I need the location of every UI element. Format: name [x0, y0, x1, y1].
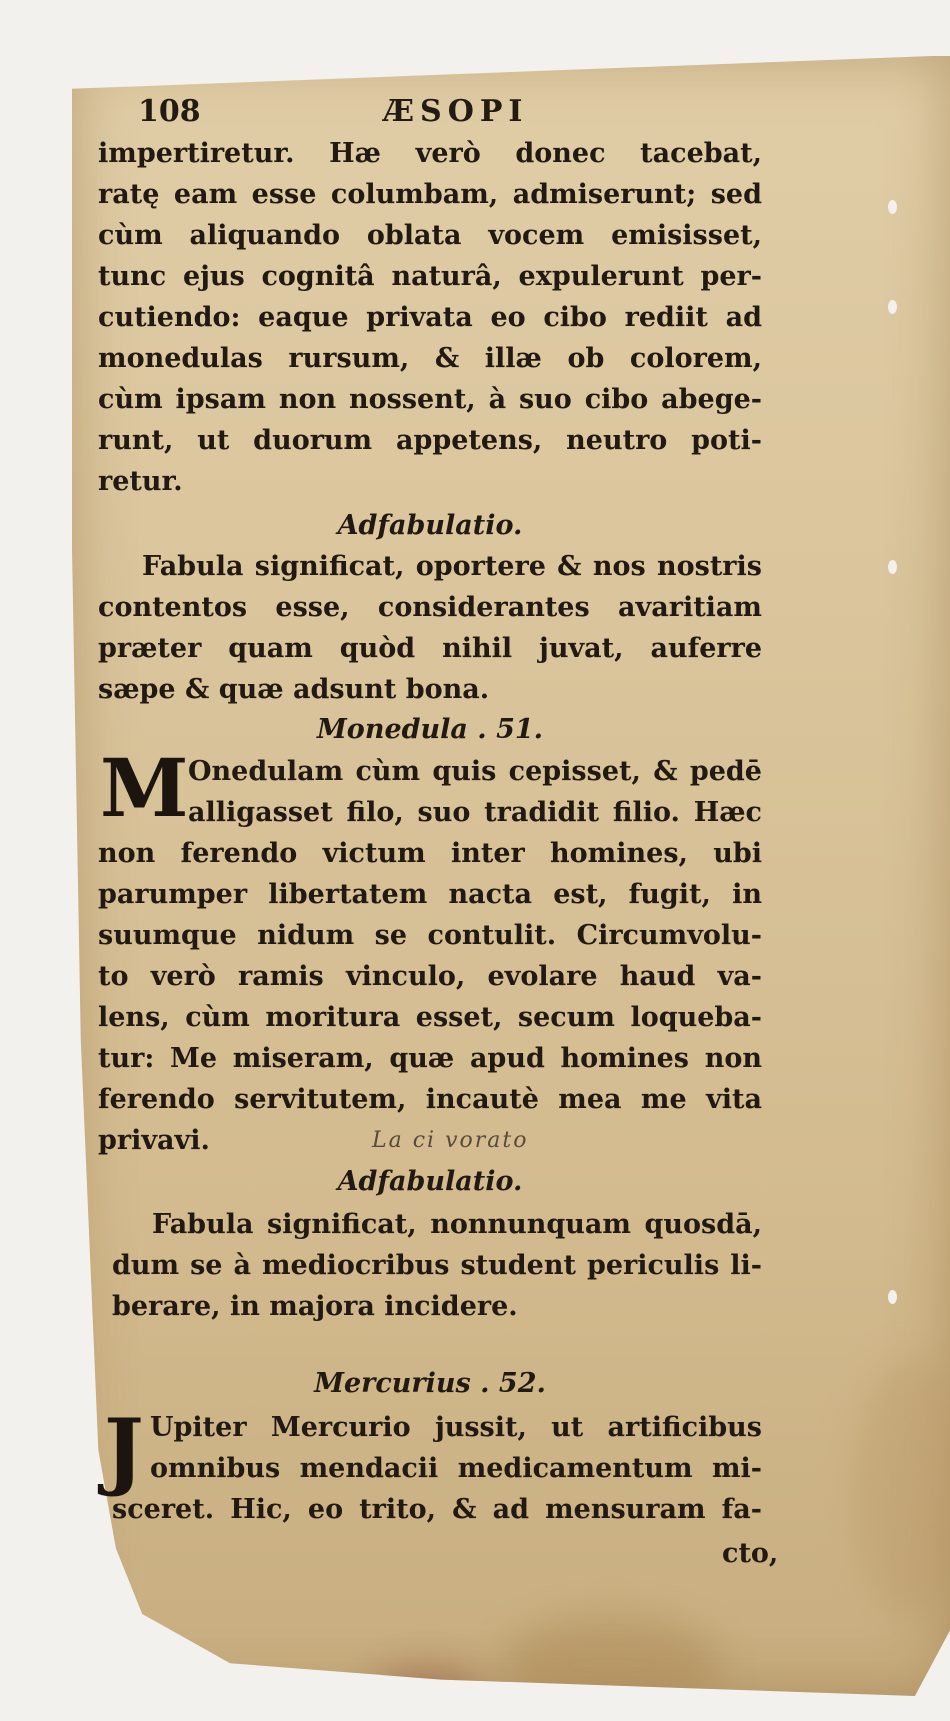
catchword: cto, — [722, 1538, 779, 1569]
text-line: retur. — [98, 466, 183, 497]
text-line: tur: Me miseram, quæ apud homines non — [98, 1043, 762, 1074]
text-line: ratę eam esse columbam, admiserunt; sed — [98, 179, 762, 210]
text-line: monedulas rursum, & illæ ob colorem, — [98, 343, 762, 374]
text-line: dum se à mediocribus student periculis li- — [112, 1250, 762, 1281]
text-line: ferendo servitutem, incautè mea me vita — [98, 1084, 762, 1115]
running-head: ÆSOPI — [383, 94, 529, 129]
text-line: tunc ejus cognitâ naturâ, expulerunt per- — [98, 261, 762, 292]
text-line: cùm aliquando oblata vocem emisisset, — [98, 220, 762, 251]
stain — [852, 1356, 950, 1616]
text-line: contentos esse, considerantes avaritiam — [98, 592, 762, 623]
text-line: suumque nidum se contulit. Circumvolu- — [98, 920, 762, 951]
text-line: Onedulam cùm quis cepisset, & pedē — [188, 756, 762, 787]
text-line: cùm ipsam non nossent, à suo cibo abege- — [98, 384, 762, 415]
text-line: berare, in majora incidere. — [112, 1291, 518, 1322]
text-line: privavi. — [98, 1125, 210, 1156]
text-line: sceret. Hic, eo trito, & ad mensuram fa- — [112, 1494, 762, 1525]
fable-title: Mercurius . 52. — [314, 1368, 546, 1399]
text-line: sæpe & quæ adsunt bona. — [98, 674, 490, 705]
text-line: non ferendo victum inter homines, ubi — [98, 838, 762, 869]
binding-hole — [888, 200, 897, 214]
text-line: to verò ramis vinculo, evolare haud va- — [98, 961, 762, 992]
text-line: impertiretur. Hæ verò donec tacebat, — [98, 138, 762, 169]
text-line: cutiendo: eaque privata eo cibo rediit ad — [98, 302, 762, 333]
drop-cap: J — [104, 1400, 144, 1499]
page-number: 108 — [138, 94, 201, 129]
fable-title: Monedula . 51. — [316, 714, 544, 745]
stain — [372, 1666, 482, 1721]
moral-heading: Adfabulatio. — [337, 510, 523, 541]
text-line: Fabula significat, oportere & nos nostris — [142, 551, 762, 582]
handwritten-note: La ci vorato — [372, 1128, 529, 1153]
text-line: præter quam quòd nihil juvat, auferre — [98, 633, 762, 664]
text-line: omnibus mendacii medicamentum mi- — [150, 1453, 762, 1484]
text-line: alligasset filo, suo tradidit filio. Hæc — [188, 797, 762, 828]
drop-cap: M — [100, 741, 189, 835]
text-line: Fabula significat, nonnunquam quosdā, — [152, 1209, 762, 1240]
binding-hole — [888, 300, 897, 314]
text-line: lens, cùm moritura esset, secum loqueba- — [98, 1002, 762, 1033]
stain — [502, 1616, 722, 1716]
text-line: runt, ut duorum appetens, neutro poti- — [98, 425, 762, 456]
text-line: Upiter Mercurio jussit, ut artificibus — [150, 1412, 762, 1443]
page-header — [138, 94, 758, 130]
moral-heading: Adfabulatio. — [337, 1166, 523, 1197]
binding-hole — [888, 1290, 897, 1304]
binding-hole — [888, 560, 897, 574]
text-line: parumper libertatem nacta est, fugit, in — [98, 879, 762, 910]
